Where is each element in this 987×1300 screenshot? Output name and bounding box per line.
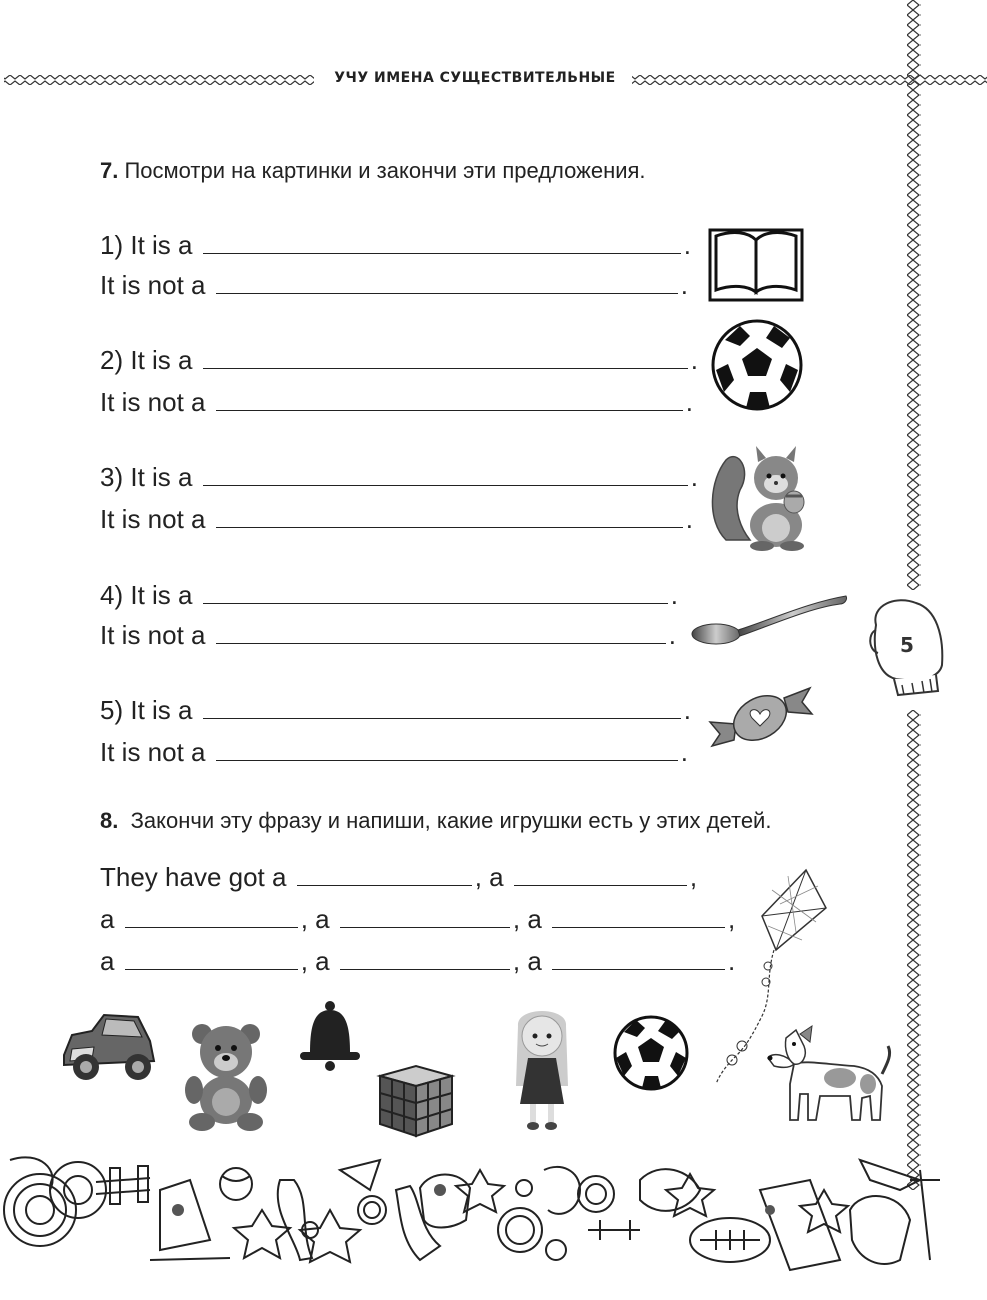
period: .	[683, 695, 691, 725]
comma: ,	[300, 946, 308, 976]
soccer-ball-icon	[710, 318, 804, 412]
article: a	[315, 946, 330, 976]
article: a	[100, 946, 115, 976]
task8-instruction	[100, 808, 771, 834]
squirrel-icon	[706, 440, 816, 552]
period: .	[690, 462, 698, 492]
answer-blank[interactable]	[203, 252, 681, 254]
answer-blank[interactable]	[216, 642, 666, 644]
comma: ,	[300, 904, 308, 934]
answer-blank[interactable]	[552, 968, 725, 970]
comma: ,	[474, 862, 482, 892]
doll-icon	[508, 1006, 576, 1134]
period: .	[670, 580, 678, 610]
task7-item5-positive	[100, 695, 691, 726]
article: a	[489, 862, 504, 892]
answer-blank[interactable]	[203, 717, 681, 719]
period: .	[690, 345, 698, 375]
answer-blank[interactable]	[125, 926, 298, 928]
period: .	[683, 230, 691, 260]
answer-blank[interactable]	[203, 602, 668, 604]
answer-blank[interactable]	[297, 884, 472, 886]
page-number: 5	[900, 633, 914, 657]
article: a	[100, 904, 115, 934]
task7-item4-positive	[100, 580, 678, 611]
answer-blank[interactable]	[340, 968, 510, 970]
task7-item1-positive	[100, 230, 691, 261]
sports-decoration-border	[0, 1150, 987, 1300]
item3-neg-label: It is not a	[100, 504, 206, 534]
period: .	[728, 946, 736, 976]
answer-blank[interactable]	[216, 526, 683, 528]
task7-item4-negative	[100, 620, 676, 651]
item5-pos-label: 5) It is a	[100, 695, 193, 725]
line1-prefix: They have got a	[100, 862, 287, 892]
answer-blank[interactable]	[216, 759, 678, 761]
soccer-ball-icon	[612, 1014, 690, 1092]
candy-icon	[706, 672, 814, 758]
teddy-bear-icon	[180, 1020, 272, 1132]
item2-pos-label: 2) It is a	[100, 345, 193, 375]
task8-text: Закончи эту фразу и напиши, какие игрушки есть у этих детей.	[130, 808, 772, 833]
task7-item2-negative	[100, 387, 693, 418]
header-title: УЧУ ИМЕНА СУЩЕСТВИТЕЛЬНЫЕ	[334, 70, 616, 86]
task7-number: 7.	[100, 158, 119, 183]
item3-pos-label: 3) It is a	[100, 462, 193, 492]
period: .	[668, 620, 676, 650]
period: .	[685, 504, 693, 534]
item2-neg-label: It is not a	[100, 387, 206, 417]
comma: ,	[512, 904, 521, 934]
dog-icon	[764, 1024, 898, 1130]
task7-item5-negative	[100, 737, 688, 768]
article: a	[527, 946, 542, 976]
task8-number: 8.	[100, 808, 119, 833]
comma: ,	[728, 904, 736, 934]
answer-blank[interactable]	[216, 292, 678, 294]
article: a	[527, 904, 542, 934]
item4-neg-label: It is not a	[100, 620, 206, 650]
toy-car-icon	[58, 1005, 158, 1085]
rubiks-cube-icon	[376, 1060, 456, 1140]
answer-blank[interactable]	[203, 367, 688, 369]
comma: ,	[689, 862, 698, 892]
answer-blank[interactable]	[216, 409, 683, 411]
item1-neg-label: It is not a	[100, 270, 206, 300]
task8-line3	[100, 946, 735, 977]
task7-item2-positive	[100, 345, 698, 376]
item1-pos-label: 1) It is a	[100, 230, 193, 260]
task7-instruction	[100, 158, 646, 184]
task7-item1-negative	[100, 270, 688, 301]
task8-line2	[100, 904, 735, 935]
task8-line1	[100, 862, 697, 893]
task7-item3-negative	[100, 504, 693, 535]
item4-pos-label: 4) It is a	[100, 580, 193, 610]
period: .	[685, 387, 693, 417]
article: a	[315, 904, 330, 934]
answer-blank[interactable]	[552, 926, 725, 928]
spoon-icon	[690, 590, 850, 650]
task7-text: Посмотри на картинки и закончи эти предложения.	[124, 158, 646, 183]
book-icon	[708, 228, 804, 302]
bell-icon	[296, 1000, 364, 1074]
answer-blank[interactable]	[203, 484, 688, 486]
period: .	[680, 270, 688, 300]
period: .	[680, 737, 688, 767]
answer-blank[interactable]	[125, 968, 298, 970]
answer-blank[interactable]	[340, 926, 510, 928]
answer-blank[interactable]	[514, 884, 687, 886]
task7-item3-positive	[100, 462, 698, 493]
item5-neg-label: It is not a	[100, 737, 206, 767]
comma: ,	[512, 946, 521, 976]
